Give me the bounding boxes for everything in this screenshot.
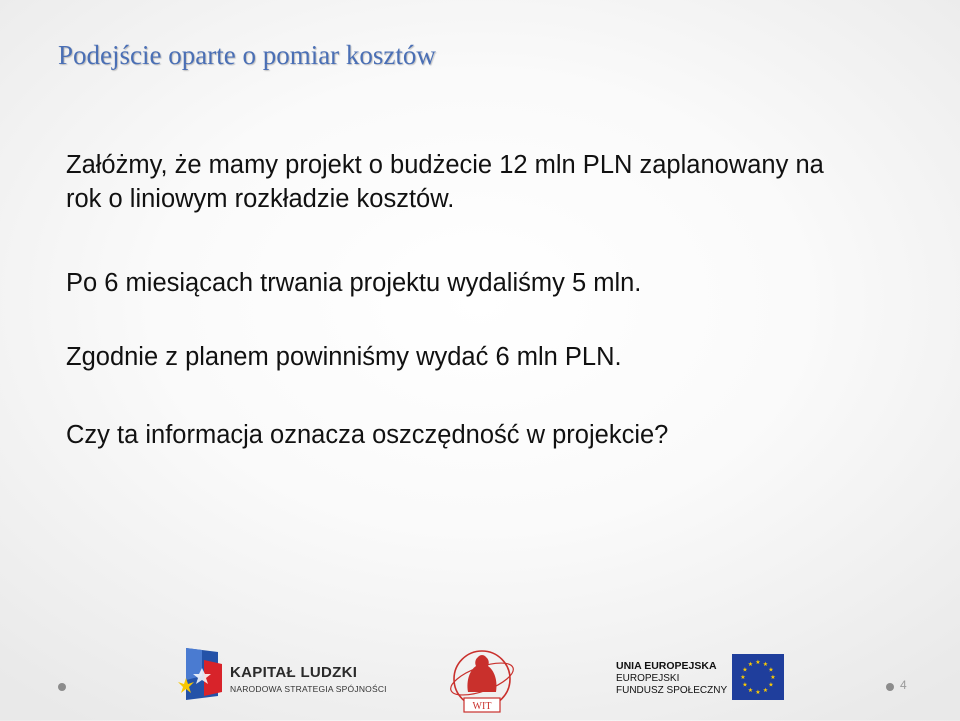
kapital-ludzki-logo [178,646,387,702]
kapital-ludzki-subtitle: NARODOWA STRATEGIA SPÓJNOŚCI [230,684,387,694]
svg-text:★: ★ [747,661,754,668]
page-number: 4 [900,678,907,692]
svg-text:★: ★ [768,681,774,689]
svg-text:★: ★ [755,689,761,696]
svg-text:★: ★ [742,666,748,674]
wit-emblem-icon [444,646,520,716]
slide-title: Podejście oparte o pomiar kosztów [58,40,436,70]
paragraph-budget: Załóżmy, że mamy projekt o budżecie 12 mln PLN zaplanowany na rok o liniowym rozkładzie kosztów. [66,151,824,213]
wit-label: WIT [472,701,492,712]
svg-text:★: ★ [747,687,754,694]
eu-flag-icon [732,654,784,700]
svg-text:★: ★ [742,681,748,689]
svg-text:★: ★ [762,687,769,694]
paragraph-question: Czy ta informacja oznacza oszczędność w projekcie? [66,421,669,449]
svg-text:★: ★ [740,674,746,681]
paragraph-planned: Zgodnie z planem powinniśmy wydać 6 mln PLN. [66,343,622,371]
svg-text:★: ★ [770,674,776,681]
left-bullet-dot [58,683,66,691]
eu-logo [612,654,788,704]
eu-line-europejski: EUROPEJSKI [616,673,680,684]
eu-line-fundusz: FUNDUSZ SPOŁECZNY [616,685,728,696]
svg-text:★: ★ [768,666,774,674]
svg-text:★: ★ [755,659,761,666]
kapital-ludzki-emblem-icon [178,646,228,702]
right-bullet-dot [886,683,894,691]
paragraph-spent: Po 6 miesiącach trwania projektu wydaliśmy 5 mln. [66,269,642,297]
wit-logo [444,646,520,716]
eu-line-unia: UNIA EUROPEJSKA [616,660,717,672]
kapital-ludzki-name: KAPITAŁ LUDZKI [230,664,358,681]
svg-text:★: ★ [762,661,769,668]
